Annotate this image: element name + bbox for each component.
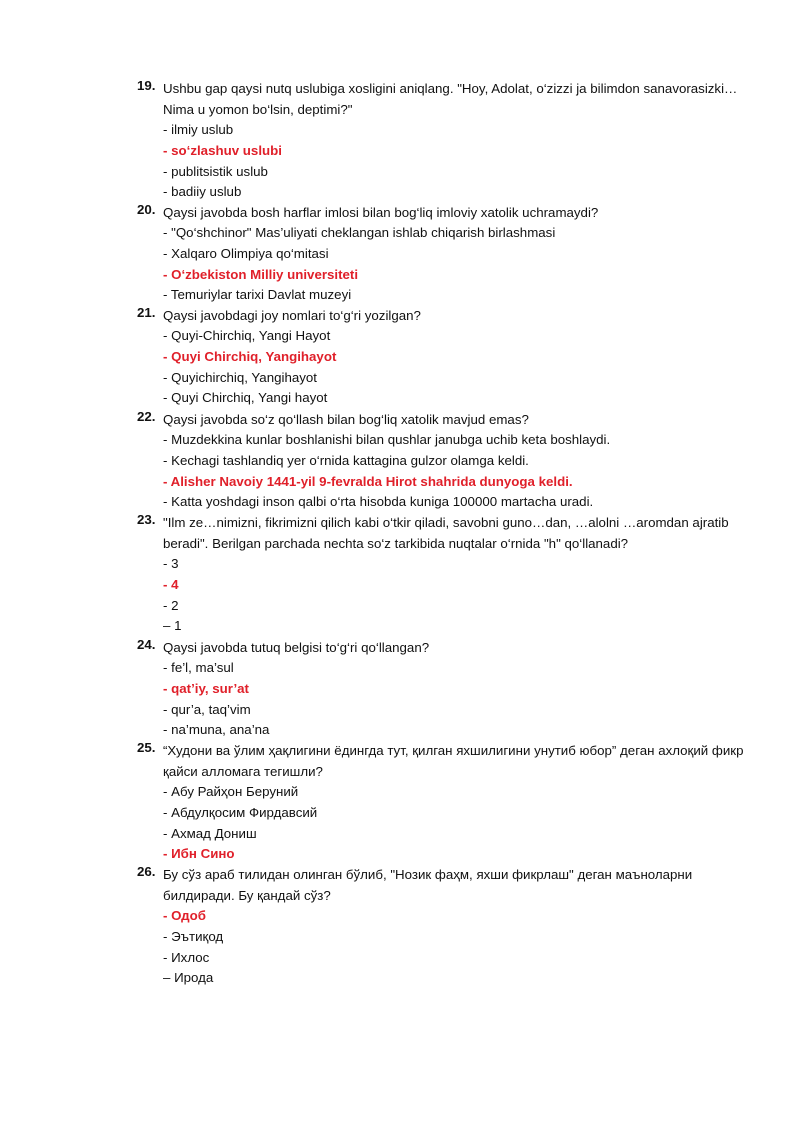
question-block xyxy=(137,637,753,741)
answer-option: - na’muna, ana’na xyxy=(163,722,270,738)
answer-option: - publitsistik uslub xyxy=(163,163,268,179)
answer-option: - fe’l, ma’sul xyxy=(163,660,234,675)
question-number: 25. xyxy=(137,740,156,755)
correct-answer-option: - Ибн Сино xyxy=(163,846,235,862)
answer-option: - badiiy uslub xyxy=(163,184,242,200)
correct-answer-option: - so‘zlashuv uslubi xyxy=(163,142,282,158)
question-text: Qaysi javobda tutuq belgisi to‘g‘ri qo‘llangan? xyxy=(163,640,430,655)
correct-answer-option: - 4 xyxy=(163,576,179,592)
question-number: 24. xyxy=(137,637,156,652)
correct-answer-option: - Quyi Chirchiq, Yangihayot xyxy=(163,348,337,364)
question-block xyxy=(137,864,753,989)
correct-answer-option: - Alisher Navoiy 1441-yil 9-fevralda Hirot shahrida dunyoga keldi. xyxy=(163,473,573,489)
answer-option: - Ихлос xyxy=(163,949,210,965)
answer-option: - Абу Райҳон Беруний xyxy=(163,784,299,799)
correct-answer-option: - Одоб xyxy=(163,908,206,923)
answer-option: - Katta yoshdagi inson qalbi o‘rta hisobda kuniga 100000 martacha uradi. xyxy=(163,494,594,510)
answer-option: – Ирода xyxy=(163,970,214,986)
question-block xyxy=(137,305,753,409)
question-text: “Худони ва ўлим ҳақлигини ёдингда тут, қилган яхшилигини унутиб юбор” деган ахлоқий фикр қайси алломага тегишли? xyxy=(163,743,744,779)
correct-answer-option: - qat’iy, sur’at xyxy=(163,680,249,696)
answer-option: - 2 xyxy=(163,597,179,613)
answer-option: - Quyi-Chirchiq, Yangi Hayot xyxy=(163,328,331,343)
answer-option: - 3 xyxy=(163,556,179,571)
answer-option: - qur’a, taq’vim xyxy=(163,701,251,717)
answer-option: - Quyichirchiq, Yangihayot xyxy=(163,369,317,385)
question-number: 26. xyxy=(137,864,156,879)
answer-option: - Quyi Chirchiq, Yangi hayot xyxy=(163,390,328,406)
question-block xyxy=(137,202,753,306)
question-text: Qaysi javobdagi joy nomlari to‘g‘ri yozilgan? xyxy=(163,308,421,323)
question-text: "Ilm ze…nimizni, fikrimizni qilich kabi o‘tkir qiladi, savobni guno…dan, …alolni …aromdan ajratib beradi". Berilgan parchada nechta so‘z tarkibida nuqtalar o‘rnida "h" qo‘llanadi? xyxy=(163,515,729,551)
correct-answer-option: - O‘zbekiston Milliy universiteti xyxy=(163,266,359,282)
question-number: 19. xyxy=(137,78,156,93)
question-number: 23. xyxy=(137,512,156,527)
answer-option: - Temuriylar tarixi Davlat muzeyi xyxy=(163,287,352,303)
question-number: 20. xyxy=(137,202,156,217)
answer-option: - "Qo‘shchinor" Mas’uliyati cheklangan ishlab chiqarish birlashmasi xyxy=(163,225,556,240)
question-text: Бу сўз араб тилидан олинган бўлиб, "Нозик фаҳм, яхши фикрлаш" деган маъноларни билдиради. Бу қандай сўз? xyxy=(163,867,693,903)
question-block xyxy=(137,409,753,513)
question-text: Qaysi javobda so‘z qo‘llash bilan bog‘liq xatolik mavjud emas? xyxy=(163,412,529,427)
question-block xyxy=(137,512,753,637)
answer-option: - ilmiy uslub xyxy=(163,122,234,137)
question-text: Ushbu gap qaysi nutq uslubiga xosligini aniqlang. "Hoy, Adolat, o‘zizzi ja bilimdon sanavorasizki… Nima u yomon bo‘lsin, deptimi?" xyxy=(163,81,738,117)
answer-option: - Xalqaro Olimpiya qo‘mitasi xyxy=(163,245,329,261)
question-block xyxy=(137,78,753,203)
question-number: 21. xyxy=(137,305,156,320)
answer-option: – 1 xyxy=(163,618,182,634)
question-block xyxy=(137,740,753,865)
answer-option: - Kechagi tashlandiq yer o‘rnida kattagina gulzor olamga keldi. xyxy=(163,452,529,468)
answer-option: - Эътиқод xyxy=(163,928,224,944)
question-number: 22. xyxy=(137,409,156,424)
answer-option: - Muzdekkina kunlar boshlanishi bilan qushlar janubga uchib keta boshlaydi. xyxy=(163,432,611,447)
question-text: Qaysi javobda bosh harflar imlosi bilan bog‘liq imloviy xatolik uchramaydi? xyxy=(163,205,599,220)
answer-option: - Ахмад Дониш xyxy=(163,825,257,841)
answer-option: - Абдулқосим Фирдавсий xyxy=(163,804,318,820)
